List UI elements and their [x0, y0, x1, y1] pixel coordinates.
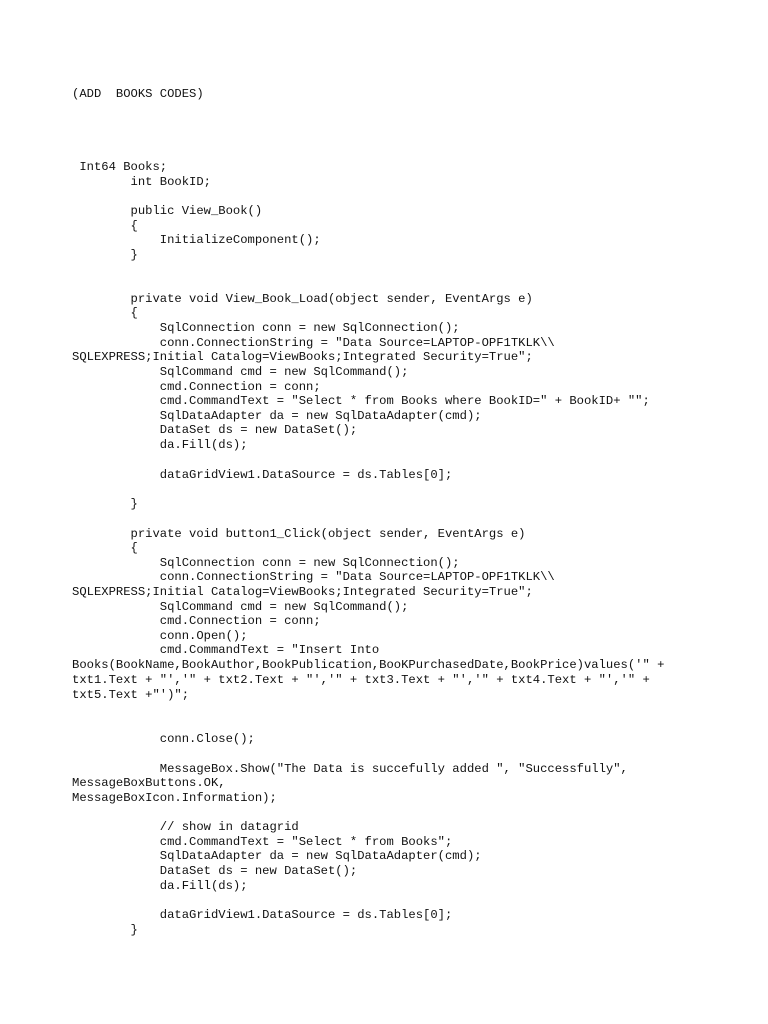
- code-line: conn.ConnectionString = "Data Source=LAPTOP-OPF1TKLK\\: [72, 570, 555, 584]
- code-line: DataSet ds = new DataSet();: [72, 423, 358, 437]
- code-line: cmd.Connection = conn;: [72, 380, 321, 394]
- code-line: private void button1_Click(object sender, EventArgs e): [72, 527, 526, 541]
- code-line: cmd.CommandText = "Insert Into: [72, 643, 380, 657]
- code-line: cmd.CommandText = "Select * from Books";: [72, 835, 453, 849]
- code-line: {: [72, 306, 138, 320]
- code-line: }: [72, 248, 138, 262]
- code-line: {: [72, 219, 138, 233]
- code-line: conn.Close();: [72, 732, 255, 746]
- code-line: SqlDataAdapter da = new SqlDataAdapter(cmd);: [72, 409, 482, 423]
- code-line: }: [72, 923, 138, 937]
- code-line: }: [72, 497, 138, 511]
- code-line: da.Fill(ds);: [72, 438, 248, 452]
- code-line: cmd.CommandText = "Select * from Books where BookID=" + BookID+ "";: [72, 394, 650, 408]
- code-line: dataGridView1.DataSource = ds.Tables[0];: [72, 908, 453, 922]
- code-line: DataSet ds = new DataSet();: [72, 864, 358, 878]
- code-line: SQLEXPRESS;Initial Catalog=ViewBooks;Integrated Security=True";: [72, 585, 533, 599]
- code-line: public View_Book(): [72, 204, 263, 218]
- code-line: MessageBoxButtons.OK,: [72, 776, 226, 790]
- code-line: InitializeComponent();: [72, 233, 321, 247]
- code-line: dataGridView1.DataSource = ds.Tables[0];: [72, 468, 453, 482]
- code-line: txt5.Text +"')";: [72, 688, 190, 702]
- code-line: SqlCommand cmd = new SqlCommand();: [72, 365, 409, 379]
- code-line: SqlConnection conn = new SqlConnection();: [72, 321, 460, 335]
- code-line: conn.ConnectionString = "Data Source=LAPTOP-OPF1TKLK\\: [72, 336, 555, 350]
- code-line: conn.Open();: [72, 629, 248, 643]
- code-line: SqlCommand cmd = new SqlCommand();: [72, 600, 409, 614]
- code-line: private void View_Book_Load(object sender, EventArgs e): [72, 292, 533, 306]
- code-line: // show in datagrid: [72, 820, 299, 834]
- code-line: Books(BookName,BookAuthor,BookPublication,BooKPurchasedDate,BookPrice)values('" +: [72, 658, 665, 672]
- code-line: cmd.Connection = conn;: [72, 614, 321, 628]
- code-line: SqlDataAdapter da = new SqlDataAdapter(cmd);: [72, 849, 482, 863]
- code-line: Int64 Books;: [72, 160, 168, 174]
- code-line: {: [72, 541, 138, 555]
- code-line: SqlConnection conn = new SqlConnection();: [72, 556, 460, 570]
- code-line: txt1.Text + "','" + txt2.Text + "','" + txt3.Text + "','" + txt4.Text + "','" +: [72, 673, 650, 687]
- code-line: int BookID;: [72, 175, 211, 189]
- code-line: MessageBoxIcon.Information);: [72, 791, 277, 805]
- document-heading: (ADD BOOKS CODES): [72, 87, 204, 101]
- code-line: MessageBox.Show("The Data is succefully added ", "Successfully",: [72, 762, 628, 776]
- code-line: da.Fill(ds);: [72, 879, 248, 893]
- code-line: SQLEXPRESS;Initial Catalog=ViewBooks;Integrated Security=True";: [72, 350, 533, 364]
